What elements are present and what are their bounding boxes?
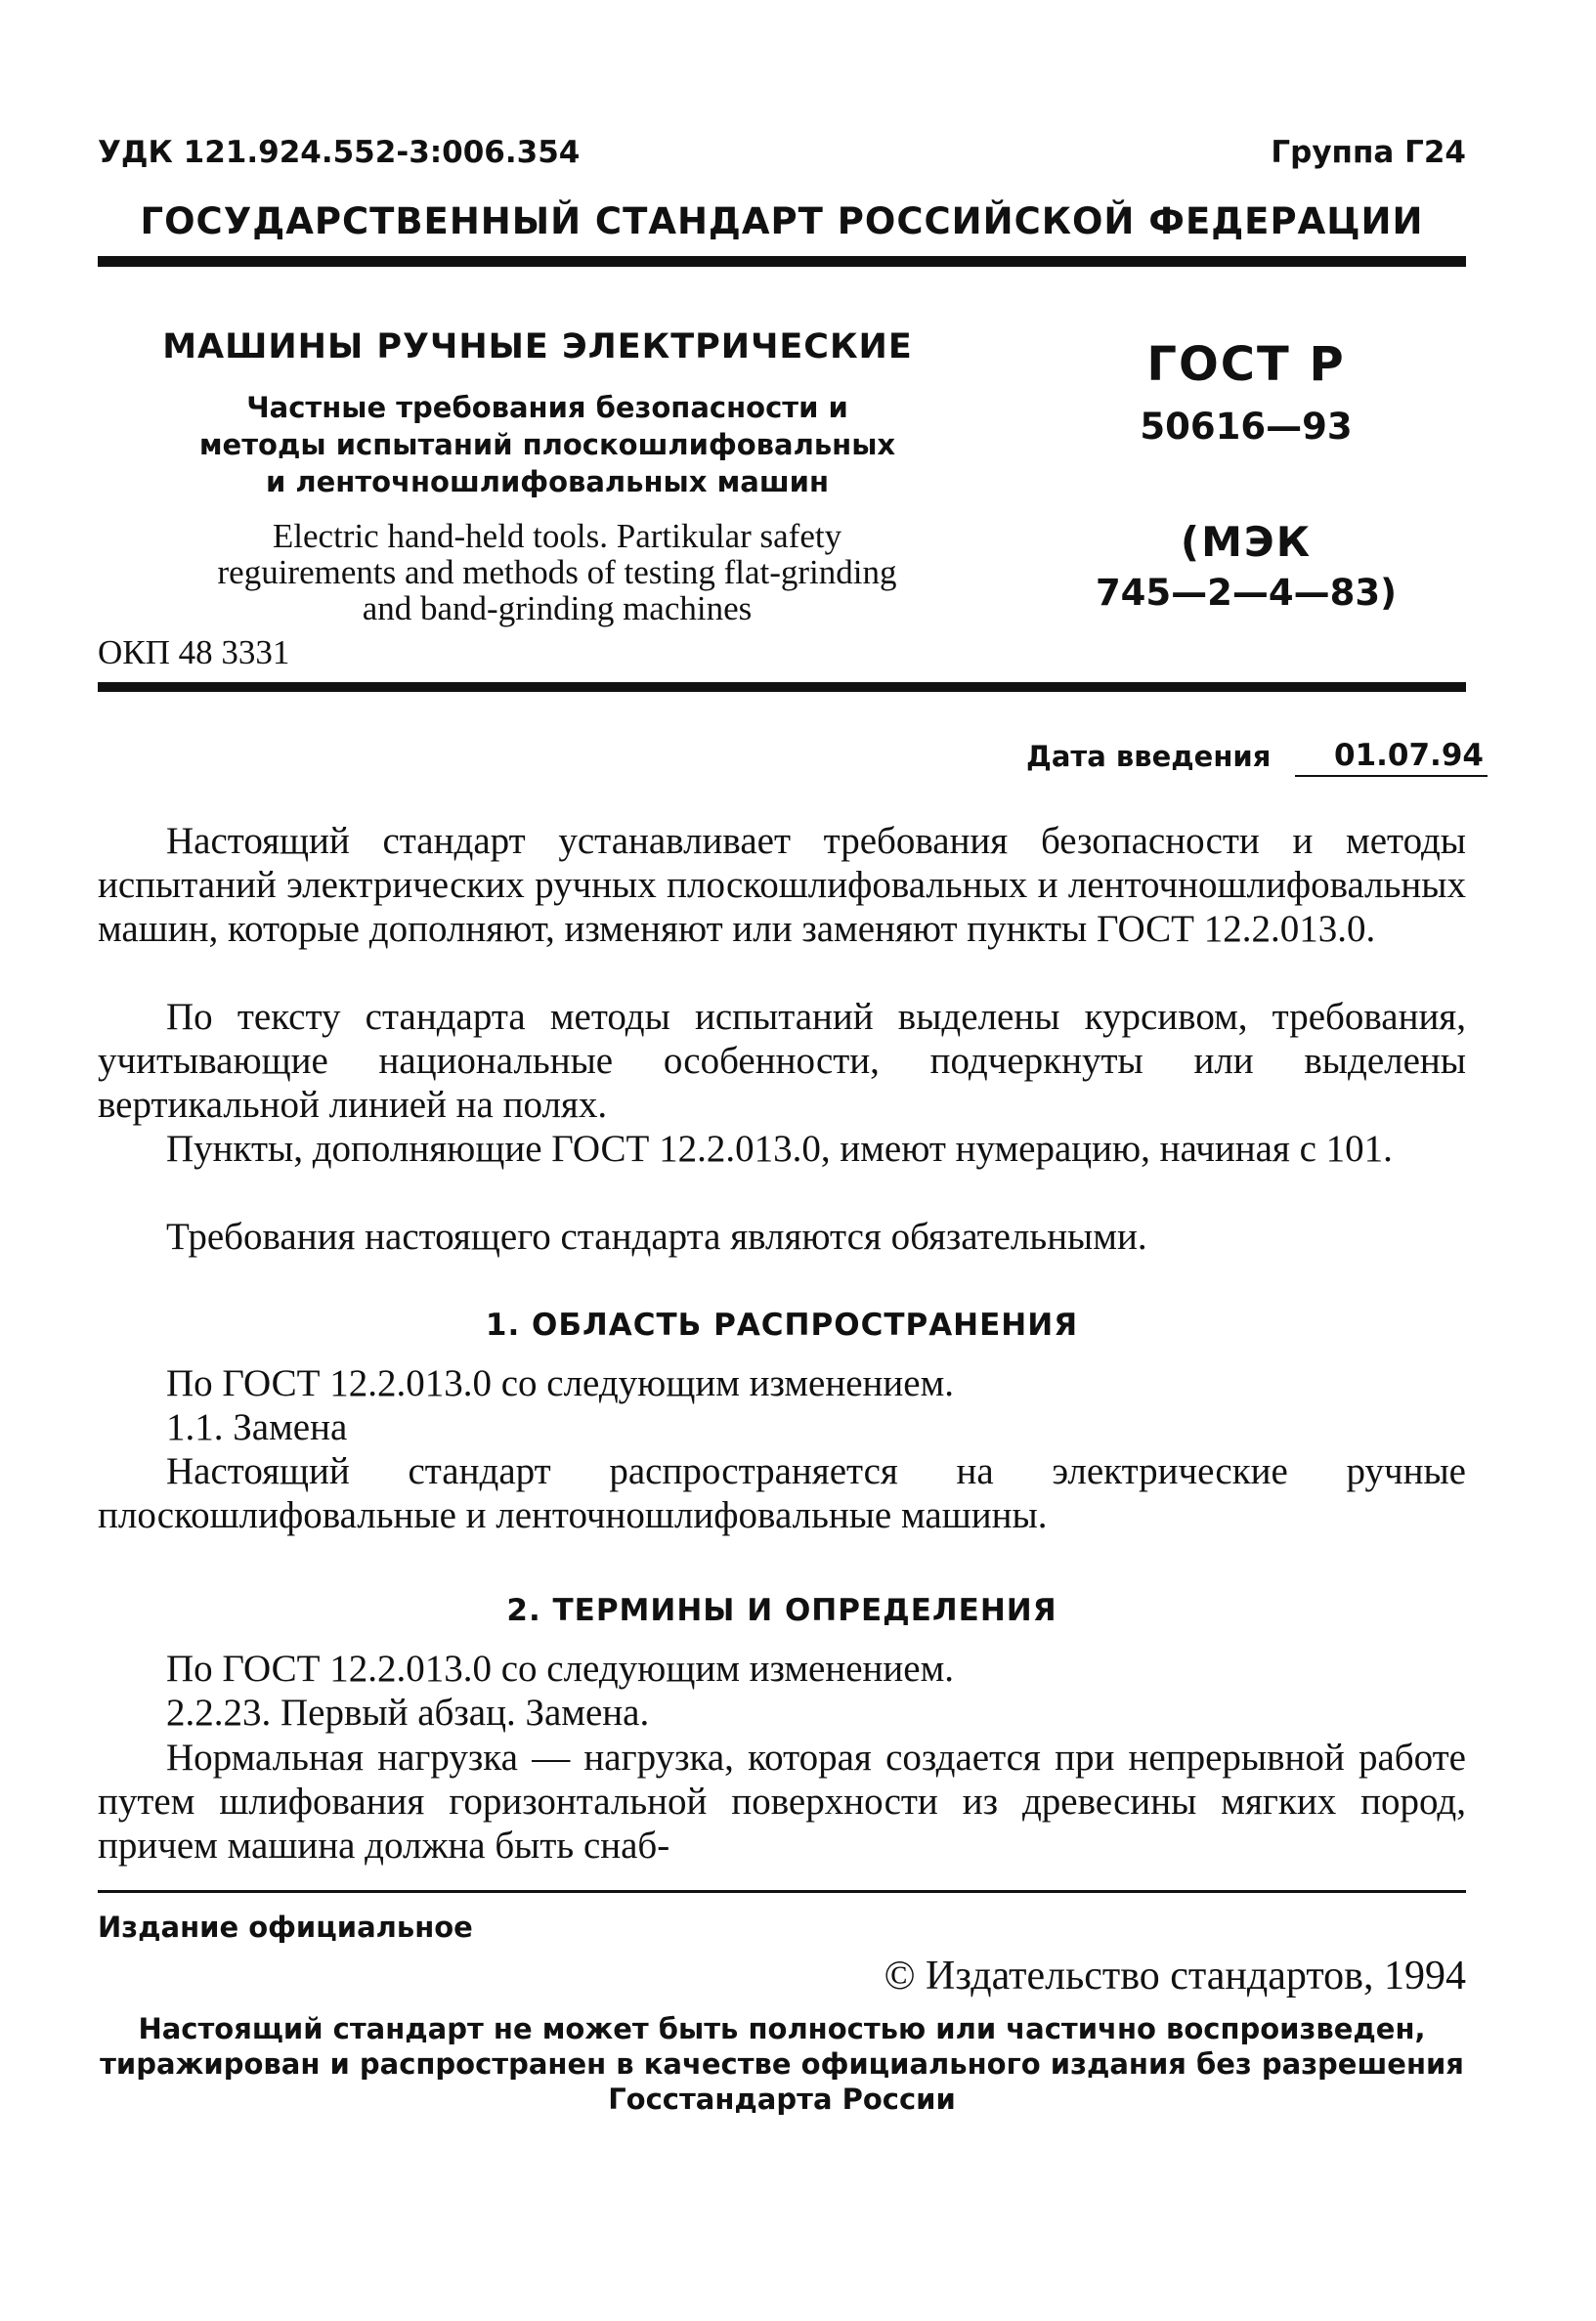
title-block-divider [98,682,1466,692]
footer-divider [98,1890,1466,1893]
iec-label: (МЭК [1180,518,1313,566]
date-label: Дата введения [1026,740,1272,773]
english-title: Electric hand-held tools. Partikular safety reguirements and methods of testing flat-grinding and band-grinding machines [217,517,897,627]
standard-title: МАШИНЫ РУЧНЫЕ ЭЛЕКТРИЧЕСКИЕ [162,327,913,366]
intro-paragraph-1: Настоящий стандарт устанавливает требования безопасности и методы испытаний электрических ручных плоскошлифовальных и ленточношлифовальных машин, которые дополняют, изменяют или заменяют пункты ГОСТ 12.2.013.0. [98,820,1466,950]
reproduction-notice: Настоящий стандарт не может быть полностью или частично воспроизведен, тиражирован и распространен в качестве официального издания без разрешения Госстандарта России [100,2012,1464,2116]
okp-code: ОКП 48 3331 [98,633,290,671]
gost-number: 50616—93 [1140,406,1353,448]
udk-code: УДК 121.924.552-3:006.354 [98,135,581,170]
header-divider [98,256,1466,267]
section-1-line-1: По ГОСТ 12.2.013.0 со следующим изменением. [166,1362,955,1404]
section-1-text: Настоящий стандарт распространяется на электрические ручные плоскошлифовальные и ленточношлифовальные машины. [98,1450,1466,1536]
section-2-clause: 2.2.23. Первый абзац. Замена. [166,1692,650,1734]
section-2-heading: 2. ТЕРМИНЫ И ОПРЕДЕЛЕНИЯ [506,1593,1057,1628]
section-2-line-1: По ГОСТ 12.2.013.0 со следующим изменением. [166,1648,955,1690]
intro-paragraph-3: Пункты, дополняющие ГОСТ 12.2.013.0, имеют нумерацию, начиная с 101. [166,1128,1393,1170]
section-2-text: Нормальная нагрузка — нагрузка, которая создается при непрерывной работе путем шлифования горизонтальной поверхности из древесины мягких пород, причем машина должна быть снаб- [98,1737,1466,1867]
standard-subtitle: Частные требования безопасности и методы испытаний плоскошлифовальных и ленточношлифовальных машин [198,391,896,498]
group-code: Группа Г24 [1271,135,1466,170]
intro-paragraph-2: По тексту стандарта методы испытаний выделены курсивом, требования, учитывающие национальные особенности, подчеркнуты или выделены вертикальной линией на полях. [98,996,1466,1126]
iec-number: 745—2—4—83) [1095,572,1398,614]
section-1-heading: 1. ОБЛАСТЬ РАСПРОСТРАНЕНИЯ [485,1308,1079,1343]
official-edition-label: Издание официальное [98,1911,473,1944]
date-value: 01.07.94 [1295,738,1488,777]
intro-paragraph-4: Требования настоящего стандарта являются обязательными. [166,1216,1147,1258]
state-standard-title: ГОСУДАРСТВЕННЫЙ СТАНДАРТ РОССИЙСКОЙ ФЕДЕРАЦИИ [140,200,1424,242]
copyright-notice: © Издательство стандартов, 1994 [884,1954,1466,1999]
section-1-clause: 1.1. Замена [166,1406,348,1448]
gost-label: ГОСТ Р [1146,337,1346,392]
